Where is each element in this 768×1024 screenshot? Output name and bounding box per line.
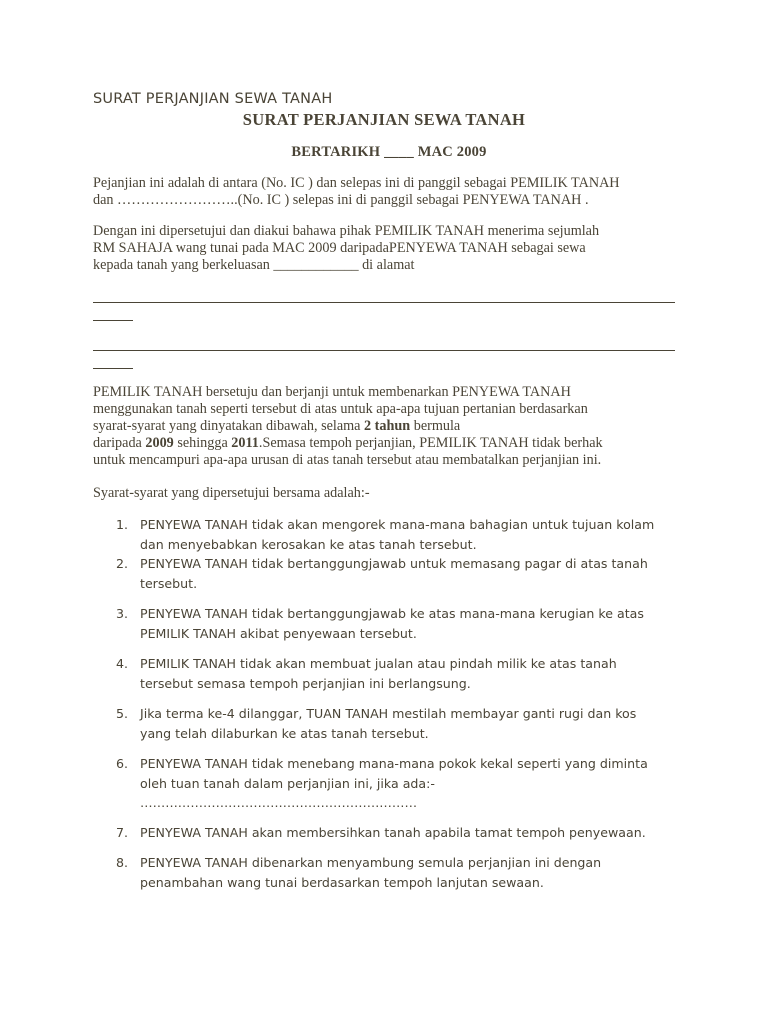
- term-line: PEMILIK TANAH akibat penyewaan tersebut.: [140, 625, 417, 641]
- paragraph-line: untuk mencampuri apa-apa urusan di atas tanah tersebut atau membatalkan perjanjian ini.: [93, 452, 602, 468]
- term-line: tersebut semasa tempoh perjanjian ini berlangsung.: [140, 675, 471, 691]
- paragraph-line: Syarat-syarat yang dipersetujui bersama adalah:-: [93, 485, 370, 501]
- text-run: daripada: [93, 435, 146, 451]
- address-blank-line-1: [93, 302, 675, 321]
- term-number: 7.: [116, 825, 129, 840]
- agreement-date: BERTARIKH ____ MAC 2009: [291, 144, 487, 160]
- term-text: [140, 853, 601, 892]
- term-number: 6.: [116, 756, 129, 771]
- paragraph-line: Pejanjian ini adalah di antara (No. IC ) dan selepas ini di panggil sebagai PEMILIK TANAH: [93, 175, 620, 191]
- term-line: PEMILIK TANAH tidak akan membuat jualan atau pindah milik ke atas tanah: [140, 656, 617, 671]
- term-line: PENYEWA TANAH tidak akan mengorek mana-mana bahagian untuk tujuan kolam: [140, 517, 655, 532]
- term-text: [140, 704, 636, 743]
- term-line: PENYEWA TANAH akan membersihkan tanah apabila tamat tempoh penyewaan.: [140, 825, 646, 840]
- term-line: dan menyebabkan kerosakan ke atas tanah tersebut.: [140, 536, 477, 552]
- terms-intro: [93, 485, 683, 502]
- text-run: sehingga: [173, 435, 232, 451]
- paragraph-line: PEMILIK TANAH bersetuju dan berjanji untuk membenarkan PENYEWA TANAH: [93, 384, 571, 400]
- term-number: 5.: [116, 706, 129, 721]
- payment-paragraph: [93, 223, 683, 274]
- paragraph-line: [93, 435, 683, 452]
- term-number: 4.: [116, 656, 129, 671]
- term-line: penambahan wang tunai berdasarkan tempoh lanjutan sewaan.: [140, 874, 544, 890]
- document-header: SURAT PERJANJIAN SEWA TANAH: [93, 91, 333, 107]
- term-text: [140, 604, 644, 643]
- term-number: 8.: [116, 855, 129, 870]
- text-run: syarat-syarat yang dinyatakan dibawah, selama: [93, 418, 365, 434]
- parties-paragraph: [93, 175, 683, 209]
- term-number: 1.: [116, 517, 129, 532]
- paragraph-line: RM SAHAJA wang tunai pada MAC 2009 daripadaPENYEWA TANAH sebagai sewa: [93, 240, 586, 256]
- term-line: tersebut.: [140, 575, 198, 591]
- text-run: .Semasa tempoh perjanjian, PEMILIK TANAH tidak berhak: [258, 435, 603, 451]
- document-title: SURAT PERJANJIAN SEWA TANAH: [242, 110, 526, 129]
- term-text: [140, 515, 654, 554]
- text-run: bermula: [410, 418, 461, 434]
- term-line: PENYEWA TANAH tidak bertanggungjawab ke atas mana-mana kerugian ke atas: [140, 606, 644, 621]
- term-text: [140, 554, 648, 593]
- address-rule: [93, 302, 675, 303]
- term-line: PENYEWA TANAH dibenarkan menyambung semula perjanjian ini dengan: [140, 855, 602, 870]
- duration-bold: 2 tahun: [364, 418, 411, 434]
- address-rule-continuation: [93, 320, 133, 321]
- paragraph-line: kepada tanah yang berkeluasan ____________ di alamat: [93, 257, 415, 273]
- term-number: 3.: [116, 606, 129, 621]
- term-text: [140, 654, 617, 693]
- start-year-bold: 2009: [145, 435, 174, 451]
- term-line: yang telah dilaburkan ke atas tanah tersebut.: [140, 725, 429, 741]
- address-rule: [93, 350, 675, 351]
- end-year-bold: 2011: [231, 435, 259, 451]
- term-line: …………………………………………………………: [140, 795, 418, 810]
- term-line: PENYEWA TANAH tidak menebang mana-mana pokok kekal seperti yang diminta: [140, 756, 648, 771]
- paragraph-line: [93, 418, 683, 435]
- paragraph-line: dan ……………………..(No. IC ) selepas ini di panggil sebagai PENYEWA TANAH .: [93, 192, 589, 208]
- term-line: PENYEWA TANAH tidak bertanggungjawab untuk memasang pagar di atas tanah: [140, 556, 648, 571]
- paragraph-line: menggunakan tanah seperti tersebut di atas untuk apa-apa tujuan pertanian berdasarkan: [93, 401, 588, 417]
- term-line: Jika terma ke-4 dilanggar, TUAN TANAH mestilah membayar ganti rugi dan kos: [140, 706, 637, 721]
- address-blank-line-2: [93, 350, 675, 369]
- paragraph-line: Dengan ini dipersetujui dan diakui bahawa pihak PEMILIK TANAH menerima sejumlah: [93, 223, 600, 239]
- term-text: [140, 754, 648, 813]
- terms-paragraph: [93, 384, 683, 469]
- term-line: oleh tuan tanah dalam perjanjian ini, jika ada:-: [140, 775, 435, 791]
- term-text: [140, 823, 646, 843]
- term-number: 2.: [116, 556, 129, 571]
- address-rule-continuation: [93, 368, 133, 369]
